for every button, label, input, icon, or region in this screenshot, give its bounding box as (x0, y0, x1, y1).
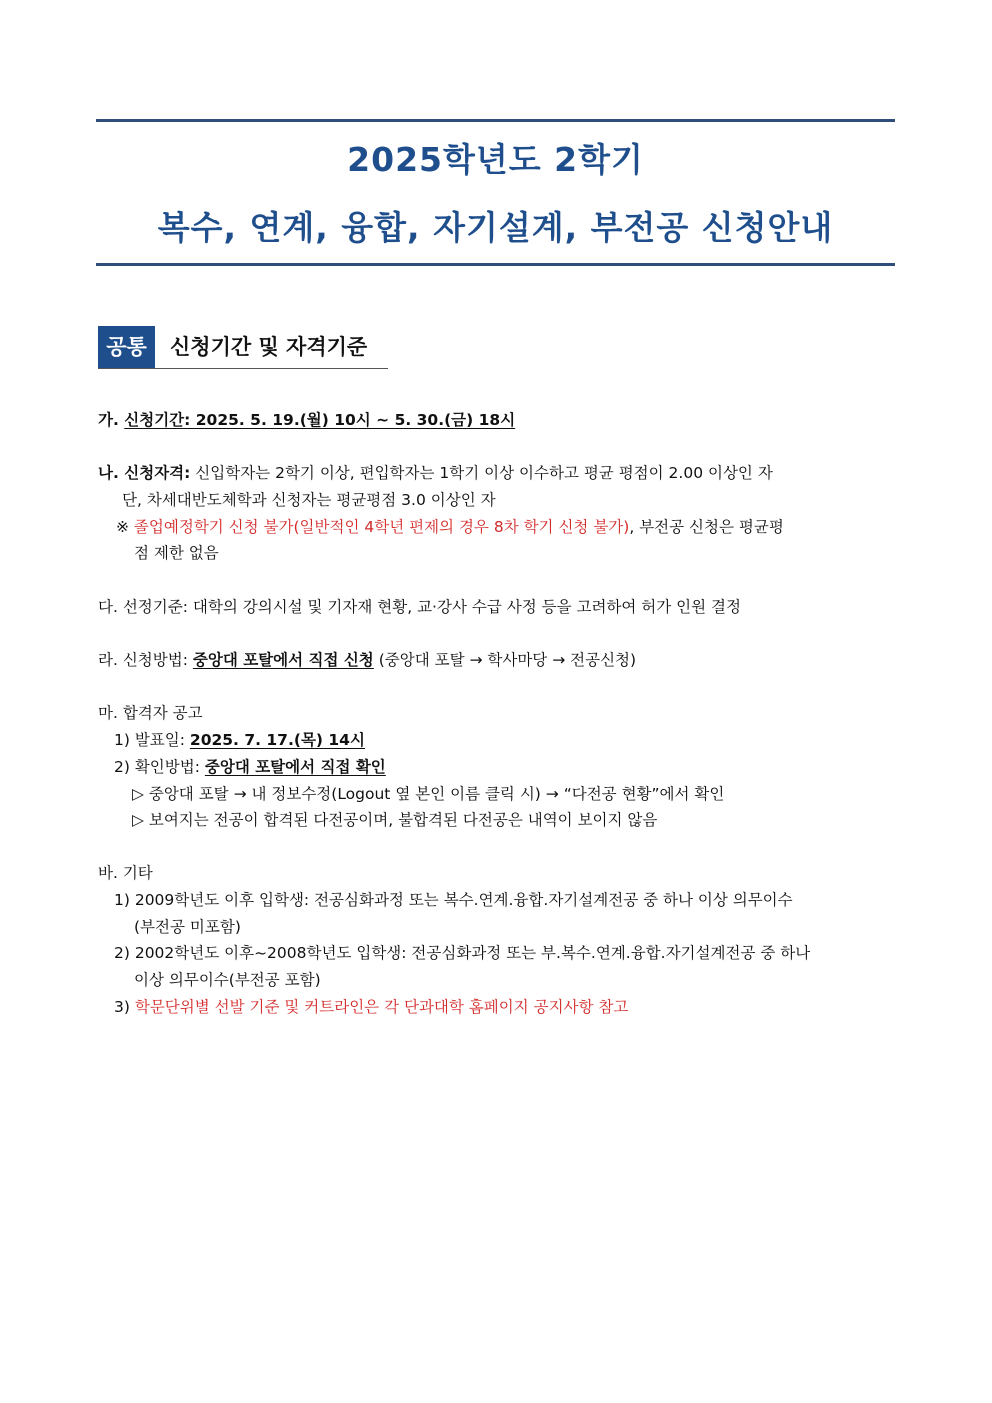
item-ba-2-cont: 이상 의무이수(부전공 포함) (134, 971, 321, 989)
item-ga (98, 410, 515, 430)
document-title-block (96, 119, 895, 266)
item-na-note-rest: , 부전공 신청은 평균평 (629, 518, 784, 536)
item-ma-check-method (114, 757, 386, 777)
item-ma-bullet-1: ▷ 중앙대 포탈 → 내 정보수정(Logout 옆 본인 이름 클릭 시) → “다전공 현황”에서 확인 (132, 785, 725, 803)
item-na-label: 나. 신청자격: (98, 464, 191, 482)
announce-date-value: 2025. 7. 17.(목) 14시 (189, 731, 365, 749)
item-ra-label: 라. 신청방법: (98, 651, 193, 669)
item-ra-method: 중앙대 포탈에서 직접 신청 (192, 651, 374, 669)
item-ga-label: 가. (98, 411, 125, 429)
item-ra (98, 650, 636, 670)
section-heading (98, 326, 388, 369)
item-ba-label: 바. 기타 (98, 864, 153, 882)
check-method-label: 2) 확인방법: (114, 758, 205, 776)
item-na-line2: 단, 차세대반도체학과 신청자는 평균평점 3.0 이상인 자 (122, 491, 496, 509)
item-ma-announce-date (114, 730, 365, 750)
section-badge: 공통 (98, 326, 155, 368)
item-na (98, 463, 773, 483)
item-ba-3-number: 3) (114, 998, 135, 1016)
item-na-note-cont: 점 제한 없음 (134, 544, 219, 562)
item-da: 다. 선정기준: 대학의 강의시설 및 기자재 현황, 교·강사 수급 사정 등을 고려하여 허가 인원 결정 (98, 598, 741, 616)
item-ba-3 (114, 997, 628, 1017)
item-na-note (116, 517, 784, 537)
document-title-line-2: 복수, 연계, 융합, 자기설계, 부전공 신청안내 (157, 208, 834, 247)
item-na-note-red: 졸업예정학기 신청 불가(일반적인 4학년 편제의 경우 8차 학기 신청 불가) (133, 518, 630, 536)
item-ba-2: 2) 2002학년도 이후~2008학년도 입학생: 전공심화과정 또는 부.복수.연계.융합.자기설계전공 중 하나 (114, 944, 811, 962)
check-method-value: 중앙대 포탈에서 직접 확인 (204, 758, 386, 776)
section-title: 신청기간 및 자격기준 (170, 335, 368, 359)
item-ba-1-cont: (부전공 미포함) (134, 918, 241, 936)
item-ma-label: 마. 합격자 공고 (98, 704, 203, 722)
note-mark: ※ (116, 518, 134, 536)
item-ma-bullet-2: ▷ 보여지는 전공이 합격된 다전공이며, 불합격된 다전공은 내역이 보이지 않음 (132, 811, 658, 829)
announce-date-label: 1) 발표일: (114, 731, 190, 749)
item-ga-period: 신청기간: 2025. 5. 19.(월) 10시 ~ 5. 30.(금) 18시 (124, 411, 516, 429)
item-ba-1: 1) 2009학년도 이후 입학생: 전공심화과정 또는 복수.연계.융합.자기설계전공 중 하나 이상 의무이수 (114, 891, 793, 909)
document-title-line-1: 2025학년도 2학기 (347, 140, 644, 179)
item-ba-3-text: 학문단위별 선발 기준 및 커트라인은 각 단과대학 홈페이지 공지사항 참고 (134, 998, 629, 1016)
item-na-text: 신입학자는 2학기 이상, 편입학자는 1학기 이상 이수하고 평균 평점이 2.00 이상인 자 (190, 464, 773, 482)
item-ra-path: (중앙대 포탈 → 학사마당 → 전공신청) (373, 651, 637, 669)
